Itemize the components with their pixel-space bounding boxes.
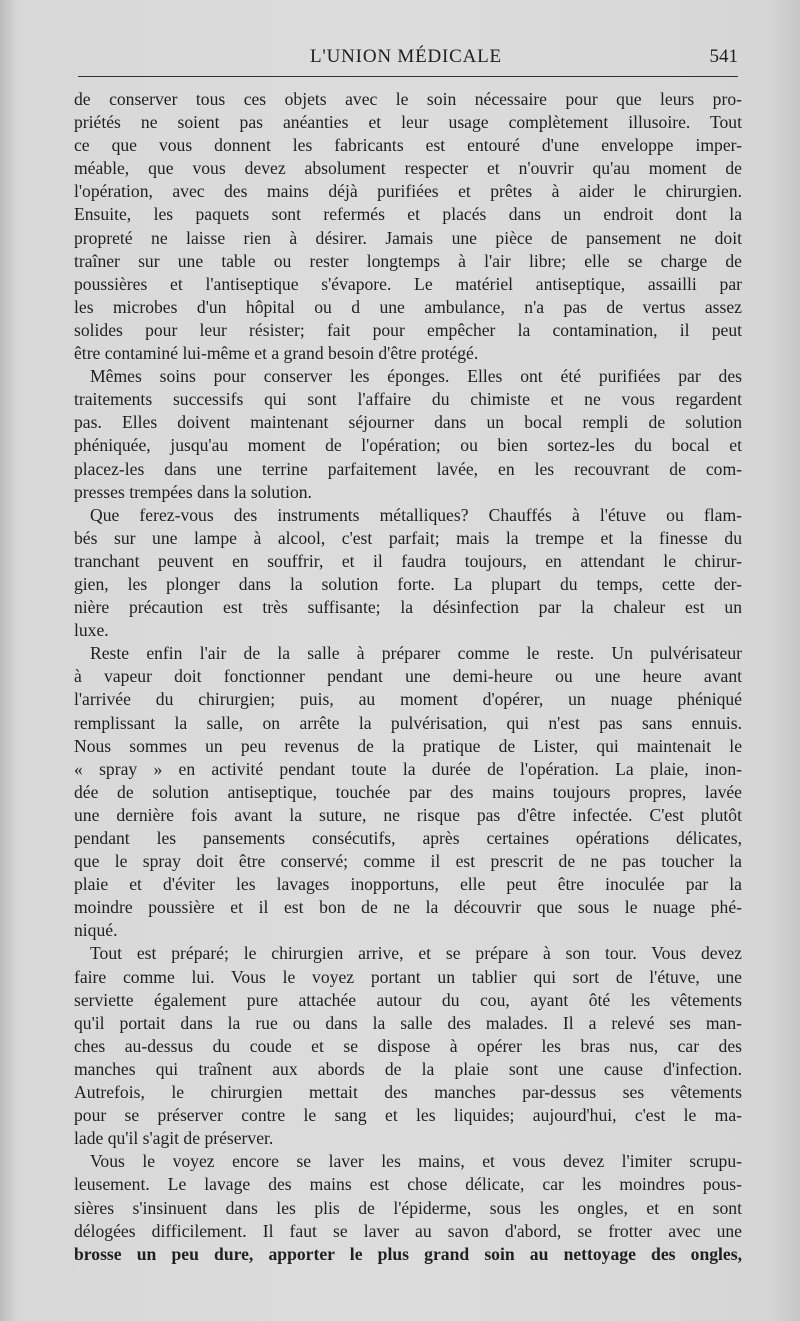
text-line: Tout est préparé; le chirurgien arrive, et se prépare à son tour. Vous devez bbox=[90, 943, 742, 964]
header-rule bbox=[78, 76, 738, 77]
text-line: de conserver tous ces objets avec le soin nécessaire pour que leurs pro- bbox=[74, 89, 742, 109]
text-line: être contaminé lui-même et a grand besoin d'être protégé. bbox=[74, 343, 479, 364]
text-line: nière précaution est très suffisante; la désinfection par la chaleur est un bbox=[74, 597, 742, 618]
text-line: plaie et d'éviter les lavages inopportuns, elle peut être inoculée par la bbox=[74, 874, 742, 895]
text-line: moindre poussière et il est bon de ne la découvrir que sous le nuage phé- bbox=[74, 897, 742, 918]
text-line: Autrefois, le chirurgien mettait des manches par-dessus ses vêtements bbox=[74, 1082, 742, 1103]
text-line: manches qui traînent aux abords de la plaie sont une cause d'infection. bbox=[74, 1058, 742, 1079]
body-text bbox=[74, 88, 742, 1266]
text-line: tranchant peuvent en souffrir, et il faudra toujours, en attendant le chirur- bbox=[74, 550, 742, 571]
text-line: Ensuite, les paquets sont refermés et placés dans un endroit dont la bbox=[74, 204, 742, 225]
text-line: pas. Elles doivent maintenant séjourner dans un bocal rempli de solution bbox=[74, 412, 742, 433]
text-line: Mêmes soins pour conserver les éponges. Elles ont été purifiées par des bbox=[90, 366, 742, 387]
text-line: sières s'insinuent dans les plis de l'épiderme, sous les ongles, et en sont bbox=[74, 1197, 742, 1218]
text-line: méable, que vous devez absolument respecter et n'ouvrir qu'au moment de bbox=[74, 158, 742, 179]
text-line: dée de solution antiseptique, touchée par des mains toujours propres, lavée bbox=[74, 781, 742, 802]
text-line: lade qu'il s'agit de préserver. bbox=[74, 1128, 274, 1149]
text-line: Reste enfin l'air de la salle à préparer comme le reste. Un pulvérisateur bbox=[90, 643, 742, 664]
text-line: l'arrivée du chirurgien; puis, au moment d'opérer, un nuage phéniqué bbox=[74, 689, 742, 710]
text-line: faire comme lui. Vous le voyez portant un tablier qui sort de l'étuve, une bbox=[74, 966, 742, 987]
text-line: presses trempées dans la solution. bbox=[74, 481, 312, 502]
text-line: une dernière fois avant la suture, ne risque pas d'être infectée. C'est plutôt bbox=[74, 804, 742, 825]
text-line: que le spray doit être conservé; comme il est prescrit de ne pas toucher la bbox=[74, 851, 742, 872]
text-line: traîner sur une table ou rester longtemps à l'air libre; elle se charge de bbox=[74, 250, 742, 271]
text-line: luxe. bbox=[74, 620, 109, 641]
text-line: à vapeur doit fonctionner pendant une demi-heure ou une heure avant bbox=[74, 666, 742, 687]
text-line: remplissant la salle, on arrête la pulvérisation, qui n'est pas sans ennuis. bbox=[74, 712, 742, 733]
text-line: serviette également pure attachée autour du cou, ayant ôté les vêtements bbox=[74, 989, 742, 1010]
text-line: pendant les pansements consécutifs, après certaines opérations délicates, bbox=[74, 828, 742, 848]
text-line: traitements successifs qui sont l'affaire du chimiste et ne vous regardent bbox=[74, 389, 742, 410]
page-number: 541 bbox=[709, 46, 738, 67]
text-line: « spray » en activité pendant toute la durée de l'opération. La plaie, inon- bbox=[74, 758, 742, 779]
text-line: l'opération, avec des mains déjà purifiées et prêtes à aider le chirurgien. bbox=[74, 181, 742, 202]
text-line: les microbes d'un hôpital ou d une ambulance, n'a pas de vertus assez bbox=[74, 296, 742, 317]
text-line: ches au-dessus du coude et se dispose à opérer les bras nus, car des bbox=[74, 1035, 742, 1056]
text-line: qu'il portait dans la rue ou dans la salle des malades. Il a relevé ses man- bbox=[74, 1012, 742, 1033]
text-line: brosse un peu dure, apporter le plus grand soin au nettoyage des ongles, bbox=[74, 1243, 742, 1264]
text-line: priétés ne soient pas anéanties et leur usage complètement illusoire. Tout bbox=[74, 112, 742, 133]
text-line: leusement. Le lavage des mains est chose délicate, car les moindres pous- bbox=[74, 1174, 742, 1195]
text-line: ce que vous donnent les fabricants est entouré d'une enveloppe imper- bbox=[74, 135, 742, 156]
text-line: poussières et l'antiseptique s'évapore. Le matériel antiseptique, assailli par bbox=[74, 273, 742, 294]
text-line: Que ferez-vous des instruments métalliques? Chauffés à l'étuve ou flam- bbox=[90, 504, 742, 525]
text-line: propreté ne laisse rien à désirer. Jamais une pièce de pansement ne doit bbox=[74, 227, 742, 248]
text-line: pour se préserver contre le sang et les liquides; aujourd'hui, c'est le ma- bbox=[74, 1105, 742, 1126]
text-line: Vous le voyez encore se laver les mains, et vous devez l'imiter scrupu- bbox=[90, 1151, 742, 1172]
text-line: bés sur une lampe à alcool, c'est parfait; mais la trempe et la finesse du bbox=[74, 527, 742, 548]
text-line: solides pour leur résister; fait pour empêcher la contamination, il peut bbox=[74, 319, 742, 340]
page-header bbox=[74, 46, 738, 74]
text-line: gien, les plonger dans la solution forte. La plupart du temps, cette der- bbox=[74, 573, 742, 594]
running-title: L'UNION MÉDICALE bbox=[310, 46, 502, 67]
text-line: phéniquée, jusqu'au moment de l'opération; ou bien sortez-les du bocal et bbox=[74, 435, 742, 456]
text-line: placez-les dans une terrine parfaitement lavée, en les recouvrant de com- bbox=[74, 458, 742, 479]
text-line: niqué. bbox=[74, 920, 118, 941]
text-line: Nous sommes un peu revenus de la pratique de Lister, qui maintenait le bbox=[74, 735, 742, 756]
text-line: délogées difficilement. Il faut se laver au savon d'abord, se frotter avec une bbox=[74, 1220, 742, 1241]
